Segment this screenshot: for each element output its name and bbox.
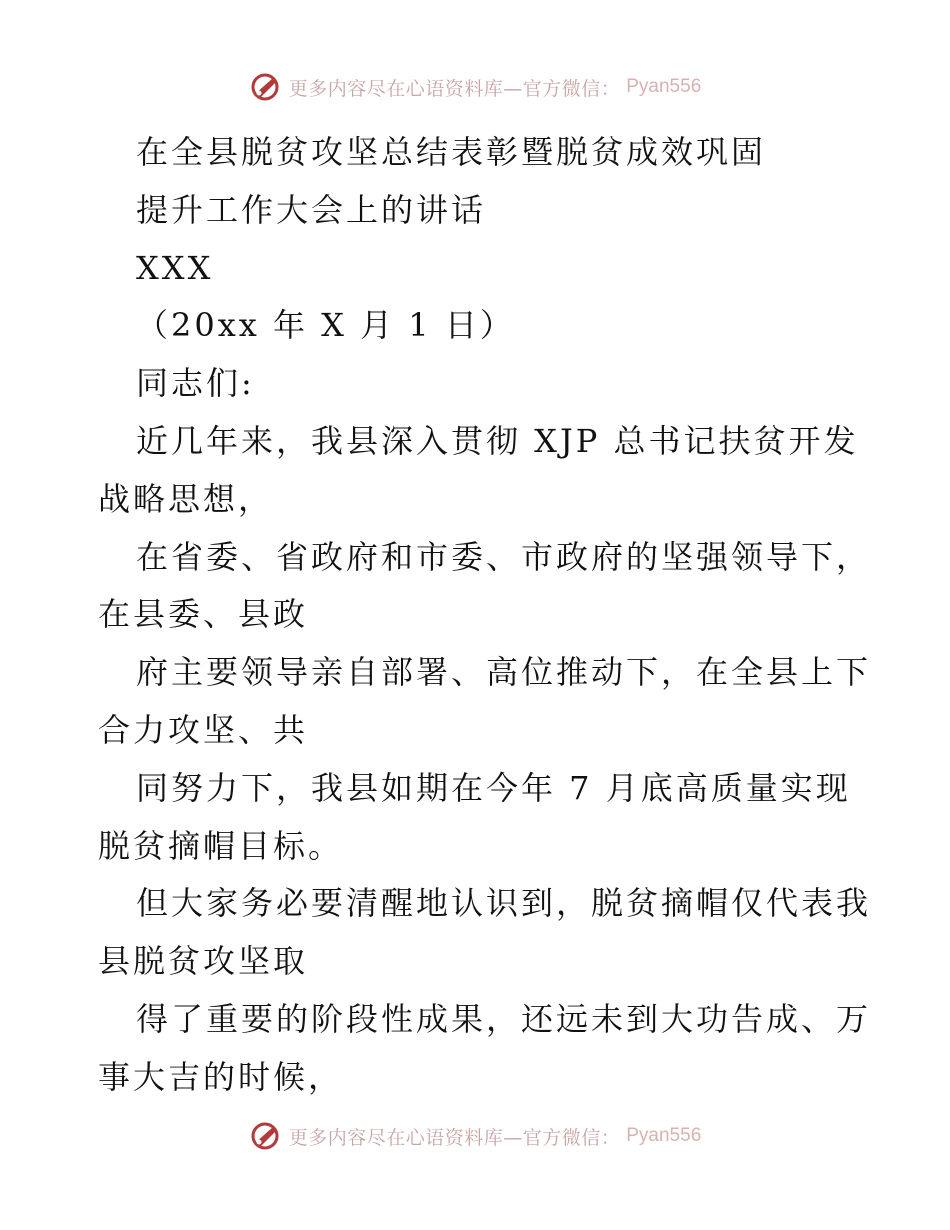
- paragraph-line: 战略思想，: [98, 479, 274, 518]
- title-line-2: 提升工作大会上的讲话: [136, 190, 487, 229]
- date: （20xx 年 X 月 1 日）: [136, 306, 515, 345]
- watermark-header: [0, 72, 950, 102]
- paragraph-line: 脱贫摘帽目标。: [98, 826, 344, 865]
- paragraph-line: 府主要领导亲自部署、高位推动下，在全县上下: [136, 653, 872, 692]
- paragraph-line: 县脱贫攻坚取: [98, 942, 309, 981]
- author: XXX: [136, 248, 214, 287]
- salutation: 同志们:: [136, 364, 255, 403]
- paragraph-line: 事大吉的时候，: [98, 1057, 344, 1096]
- paragraph-line: 合力攻坚、共: [98, 710, 309, 749]
- watermark-text: 更多内容尽在心语资料库—官方微信：: [288, 1126, 621, 1149]
- paragraph-line: 在县委、县政: [98, 595, 309, 634]
- paragraph-line: 同努力下，我县如期在今年 7 月底高质量实现: [136, 768, 851, 807]
- watermark-text: 更多内容尽在心语资料库—官方微信：: [288, 77, 621, 100]
- watermark-wechat-id: Pyan556: [626, 76, 702, 97]
- brand-logo-icon: [249, 1121, 283, 1151]
- paragraph-line: 得了重要的阶段性成果，还远未到大功告成、万: [136, 999, 872, 1038]
- watermark-wechat-id: Pyan556: [626, 1125, 702, 1146]
- paragraph-line: 但大家务必要清醒地认识到，脱贫摘帽仅代表我: [136, 884, 872, 923]
- brand-logo-icon: [249, 72, 283, 102]
- paragraph-line: 近几年来，我县深入贯彻 XJP 总书记扶贫开发: [136, 421, 859, 460]
- title-line-1: 在全县脱贫攻坚总结表彰暨脱贫成效巩固: [136, 133, 767, 171]
- paragraph-line: 在省委、省政府和市委、市政府的坚强领导下，: [136, 537, 872, 576]
- watermark-footer: [0, 1121, 950, 1151]
- document-body: [98, 124, 878, 1107]
